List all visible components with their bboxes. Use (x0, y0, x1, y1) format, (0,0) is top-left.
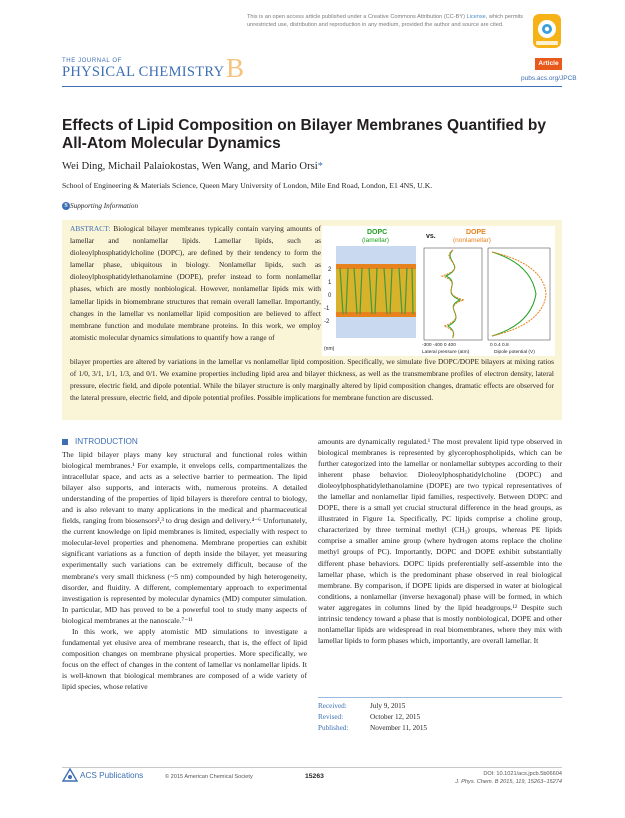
affiliation: School of Engineering & Materials Science, Queen Mary University of London, Mile End Road, London, E1 4NS, U.K. (62, 181, 433, 190)
toc-y-tick-m1: -1 (324, 306, 330, 312)
publication-dates (318, 697, 562, 734)
supporting-info-icon[interactable]: S (62, 202, 70, 210)
publisher-name: ACS Publications (80, 771, 144, 780)
toc-unit-nm: (nm) (324, 346, 335, 352)
abstract-body-part1: Biological bilayer membranes typically contain varying amounts of lamellar and nonlamellar lipids. Lamellar lipids, such as dioleoylphosphatidylcholine (DOPC), are defined by their tendency to form the lamellar phase, ubiquitous in biology. Nonlamellar lipids, such as dioleoylphosphatidylethanolamine (DOPE), prefer instead to form nonlamellar phases, which are mostly nonbiological. However, nonlamellar lipids mix with lamellar lipids in biomembrane structures that remain overall lamellar. Importantly, changes in the lamellar vs nonlamellar lipid composition are believed to affect membrane function and modulate membrane proteins. In this work, we employ atomistic molecular dynamics simulations to quantify how a range of (70, 224, 321, 342)
doi-text[interactable]: DOI: 10.1021/acs.jpcb.5b06604 (483, 771, 562, 777)
paragraph: amounts are dynamically regulated.¹ The most prevalent lipid type observed in biological membranes is represented by glycerophospholipids, which can be further categorized into the lamellar or nonlamellar subtypes according to their inherent phase behavior. Dioleoylphosphatidylcholine (DOPC) and dioleoylphosphatidylethanolamine (DOPE) are two typical representatives of the lamellar and nonlamellar lipid families, respectively. Between DOPC and DOPE, there is a small yet crucial structural difference in the head groups, as illustrated in Figure 1a. Specifically, PC lipids comprise a choline group, characterized by three terminal methyl (CH₃) groups, whereas PE lipids comprise a smaller amine group (where hydrogen atoms replace the choline methyl groups of PC). Importantly, DOPC and DOPE exhibit substantially different phase behaviors. DOPC lipids preferentially self-assemble into the lamellar phase, which is the predominant phase observed in real biological membrane. By comparison, if DOPE lipids are dispersed in water at biological conditions, a nonlamellar (inverse hexagonal) phase will be formed, in which water aggregates in columns lined by the lipid headgroups.¹² Despite such intrinsic tendency toward a phase that is mostly nonbiological, DOPE and other nonlamellar lipids are widespread in real biomembranes, where they mix with lamellar lipids to form phases which, importantly, are overall lamellar. It (318, 437, 562, 645)
toc-graphic (322, 226, 555, 356)
journal-prefix: THE JOURNAL OF (62, 58, 122, 64)
toc-x-ticks-dipole: 0 0.4 0.8 (490, 343, 509, 348)
corresponding-author-mark[interactable]: * (317, 161, 323, 172)
toc-label-dope-sub: (nonlamellar) (453, 237, 491, 244)
section-heading-introduction: INTRODUCTION (75, 437, 138, 446)
body-column-right (318, 436, 562, 646)
toc-xlabel-dipole: Dipole potential (V) (494, 350, 535, 355)
bilayer-snapshot (336, 246, 416, 338)
header-divider (62, 86, 562, 87)
toc-y-tick-1: 1 (328, 280, 332, 286)
paragraph: The lipid bilayer plays many key structural and functional roles within biological membranes.¹ For example, it envelops cells, compartmentalizes the intracellular space, and acts as a selective barrier to permeation. The lipid bilayer also supports, and interacts with, numerous proteins. A detailed understanding of the properties of lipid bilayers is therefore central to biology, and is also relevant to many applications in the medical and pharmaceutical fields, ranging from biosensors²,³ to drug design and delivery.⁴⁻⁶ Unfortunately, the current knowledge on lipid membranes is limited, especially with respect to molecular-level properties and phenomena. Membrane properties can exhibit significant variations as a function of depth inside the bilayer, yet measuring experimentally such variations can be extremely difficult, because of the membrane's very small thickness (~5 nm) compounded by high heterogeneity, disorder, and fluidity. A different, complementary approach to experimental investigation is represented by molecular dynamics (MD) computer simulation. In particular, MD has proved to be a powerful tool to study many aspects of biological membranes at the nanoscale.⁷⁻¹¹ (62, 450, 307, 625)
journal-section-letter: B (226, 53, 245, 83)
date-received: Received: July 9, 2015 (318, 702, 406, 710)
paragraph: In this work, we apply atomistic MD simulations to investigate a fundamental yet elusive area of membrane research, that is, the effect of lipid composition changes on membrane physical properties. More specifically, we focus on the effect of changes in the content of lamellar vs nonlamellar lipids. It is well-known that biological membranes are composed of a wide variety of lipid species, whose relative (62, 626, 307, 691)
citation-text: J. Phys. Chem. B 2015, 119, 15263−15274 (455, 778, 562, 785)
license-text-before: This is an open access article published under a Creative Commons Attribution (CC-BY) (247, 14, 465, 20)
journal-url-link[interactable]: pubs.acs.org/JPCB (521, 75, 577, 82)
footer-divider (62, 767, 562, 768)
license-text-after: , which permits unrestricted use, distribution and reproduction in any medium, provided the author and source are cited. (247, 14, 524, 28)
toc-label-vs: vs. (426, 233, 436, 240)
article-title: Effects of Lipid Composition on Bilayer Membranes Quantified by All-Atom Molecular Dynamics (62, 117, 546, 152)
toc-y-tick-m2: -2 (324, 319, 330, 325)
section-marker (62, 439, 68, 445)
supporting-info-link[interactable]: Supporting Information (70, 202, 139, 210)
toc-label-dopc-sub: (lamellar) (362, 237, 390, 244)
toc-label-dope: DOPE (466, 229, 486, 236)
author-names: Wei Ding, Michail Palaiokostas, Wen Wang, and Mario Orsi (62, 161, 318, 172)
license-notice (247, 14, 537, 29)
toc-y-tick-2: 2 (328, 267, 332, 273)
date-published: Published: November 11, 2015 (318, 723, 428, 732)
journal-name: PHYSICAL CHEMISTRY (62, 64, 225, 80)
body-column-left (62, 449, 307, 692)
abstract-label: ABSTRACT: (70, 224, 111, 233)
license-link[interactable]: License (466, 14, 486, 20)
abstract-text-part1 (70, 223, 321, 344)
toc-label-dopc: DOPC (367, 229, 388, 236)
abstract-body-part2: bilayer properties are altered by variations in the lamellar vs nonlamellar lipid composition. Specifically, we simulate five DOPC/DOPE bilayers at mixing ratios of 1/0, 3/1, 1/1, 1/3, and 0/1. We examine properties including lipid area and bilayer thickness, as well as the transmembrane profiles of electron density, lateral pressure, electric field, and dipole potential. While the bilayer structure is only marginally altered by lipid composition changes, dramatic effects are observed for the lateral pressure, electric field, and dipole potential profiles. Possible implications for membrane function are discussed. (70, 357, 554, 403)
acs-logo-icon (62, 768, 78, 782)
article-type-badge: Article (535, 58, 562, 70)
open-access-icon (531, 12, 563, 52)
doi-block (445, 771, 562, 786)
copyright-notice: © 2015 American Chemical Society (165, 774, 253, 780)
author-list (62, 161, 323, 172)
page-number: 15263 (305, 773, 324, 780)
toc-y-tick-0: 0 (328, 293, 332, 299)
toc-x-ticks-pressure: -300 -400 0 400 (422, 343, 456, 348)
date-revised: Revised: October 12, 2015 (318, 712, 421, 721)
toc-xlabel-pressure: Lateral pressure (atm) (422, 350, 470, 355)
